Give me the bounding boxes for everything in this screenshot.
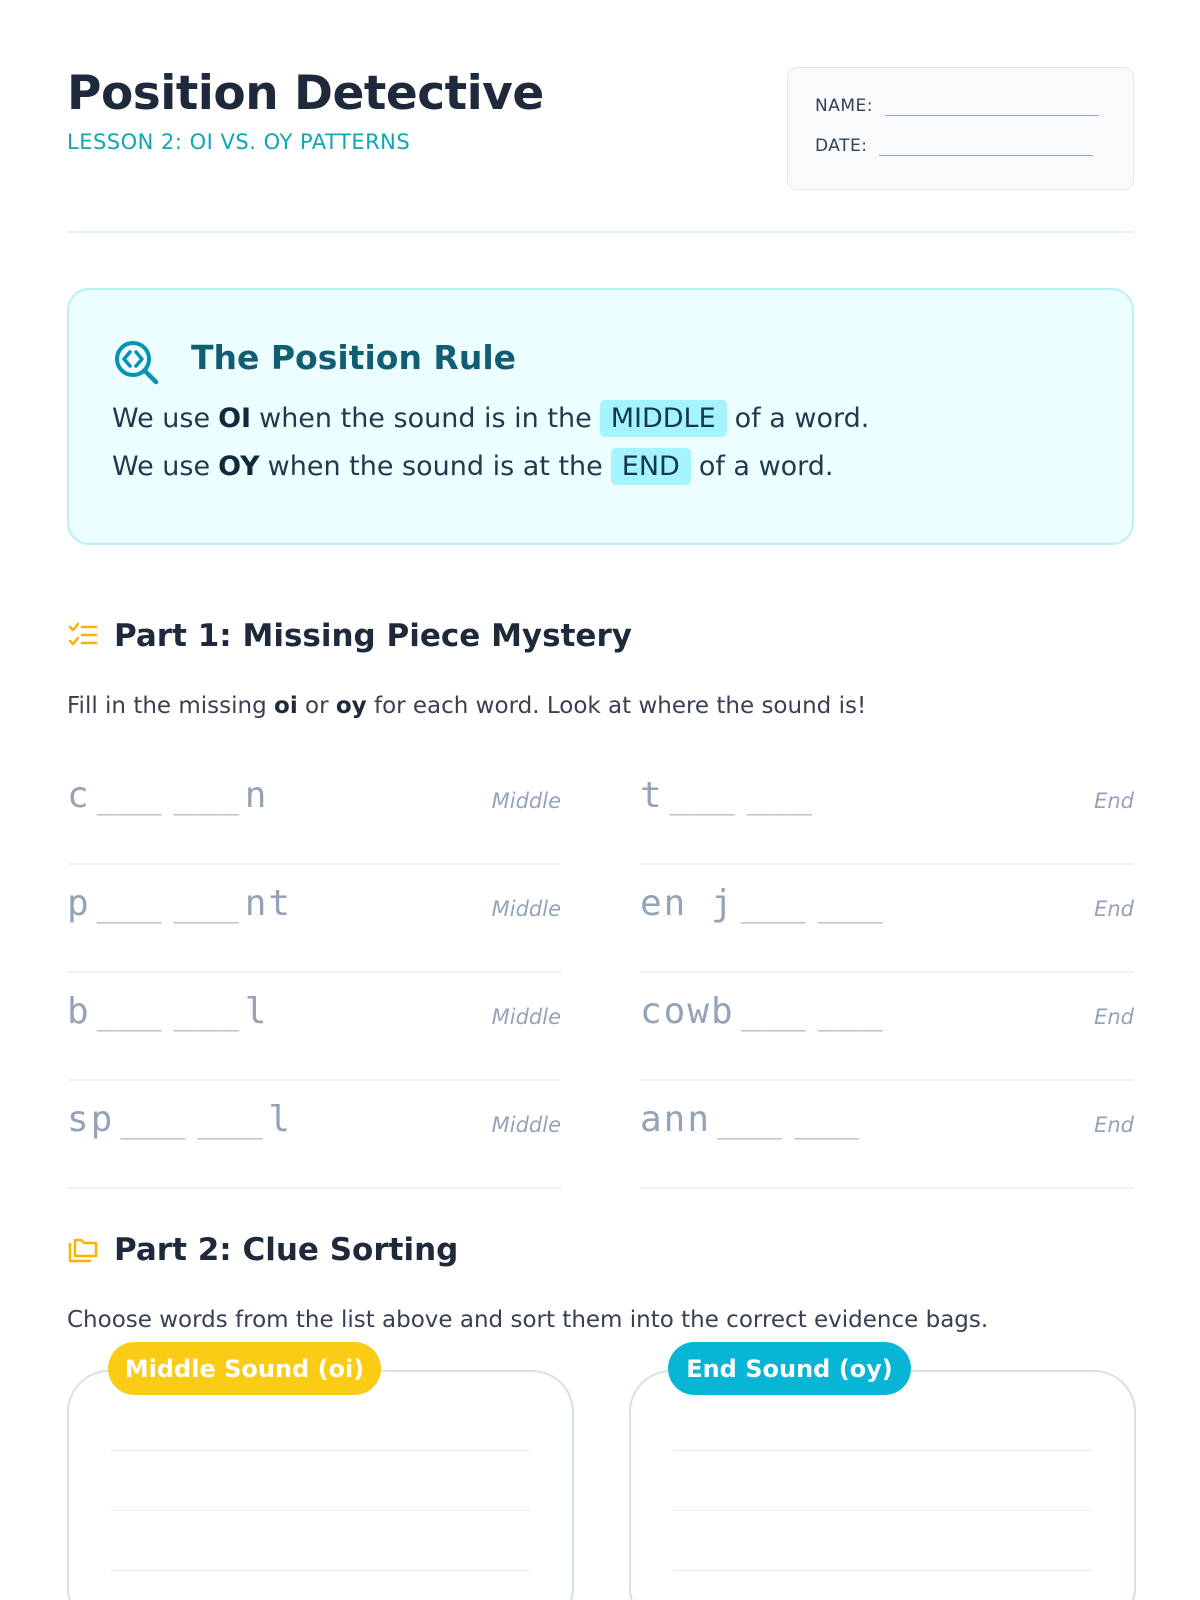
- writing-line: [673, 1510, 1092, 1511]
- part1-instruction: Fill in the missing oi or oy for each word. Look at where the sound is!: [67, 693, 867, 719]
- folders-icon: [67, 1234, 99, 1266]
- blank-2[interactable]: ___: [817, 991, 883, 1032]
- header-divider: [67, 231, 1134, 233]
- blank-1[interactable]: ___: [96, 775, 162, 816]
- rule-text: We use: [112, 403, 211, 434]
- blank-1[interactable]: ___: [96, 883, 162, 924]
- blank-2[interactable]: ___: [794, 1099, 860, 1140]
- part2-title: Part 2: Clue Sorting: [114, 1232, 459, 1268]
- word-row: sp ___ ___ l Middle: [67, 1081, 561, 1189]
- position-hint: End: [1094, 1113, 1134, 1137]
- highlight-middle: MIDDLE: [600, 400, 727, 437]
- magnifier-code-icon: [112, 338, 162, 388]
- date-field[interactable]: [879, 136, 1093, 156]
- blank-1[interactable]: ___: [120, 1099, 186, 1140]
- blank-2[interactable]: ___: [817, 883, 883, 924]
- position-rule-box: [67, 288, 1134, 545]
- name-label: NAME:: [815, 96, 873, 116]
- writing-line: [111, 1570, 530, 1571]
- checklist-icon: [67, 620, 99, 652]
- evidence-bag-end[interactable]: [629, 1370, 1136, 1600]
- word-row: cowb ___ ___ End: [640, 973, 1134, 1081]
- position-hint: Middle: [491, 1113, 561, 1137]
- blank-1[interactable]: ___: [740, 883, 806, 924]
- word-row: c ___ ___ n Middle: [67, 757, 561, 865]
- name-row: [815, 96, 1099, 116]
- writing-line: [111, 1450, 530, 1451]
- position-hint: End: [1094, 897, 1134, 921]
- blank-2[interactable]: ___: [173, 883, 239, 924]
- pattern-oy: OY: [218, 451, 260, 482]
- highlight-end: END: [611, 448, 691, 485]
- rule-line-oi: [112, 400, 869, 437]
- blank-2[interactable]: ___: [173, 775, 239, 816]
- rule-text: of a word.: [698, 451, 834, 482]
- position-hint: Middle: [491, 789, 561, 813]
- blank-1[interactable]: ___: [96, 991, 162, 1032]
- position-hint: End: [1094, 789, 1134, 813]
- blank-2[interactable]: ___: [197, 1099, 263, 1140]
- part2-instruction: Choose words from the list above and sort them into the correct evidence bags.: [67, 1307, 989, 1333]
- position-hint: End: [1094, 1005, 1134, 1029]
- bag-label-end: End Sound (oy): [668, 1342, 911, 1395]
- word-row: en j ___ ___ End: [640, 865, 1134, 973]
- word-row: p ___ ___ nt Middle: [67, 865, 561, 973]
- name-date-box: [787, 67, 1134, 190]
- rule-text: of a word.: [734, 403, 870, 434]
- evidence-bag-middle[interactable]: [67, 1370, 574, 1600]
- word-row: ann ___ ___ End: [640, 1081, 1134, 1189]
- part1-title: Part 1: Missing Piece Mystery: [114, 618, 632, 654]
- blank-1[interactable]: ___: [669, 775, 735, 816]
- word-row: t ___ ___ End: [640, 757, 1134, 865]
- date-row: [815, 136, 1093, 156]
- rule-text: when the sound is in the: [259, 403, 592, 434]
- writing-line: [673, 1570, 1092, 1571]
- name-field[interactable]: [885, 96, 1099, 116]
- writing-line: [111, 1510, 530, 1511]
- page-title: Position Detective: [67, 66, 544, 121]
- writing-line: [673, 1450, 1092, 1451]
- lesson-subtitle: LESSON 2: OI VS. OY PATTERNS: [67, 130, 411, 154]
- rule-title: The Position Rule: [191, 338, 517, 377]
- position-hint: Middle: [491, 897, 561, 921]
- word-row: b ___ ___ l Middle: [67, 973, 561, 1081]
- blank-2[interactable]: ___: [746, 775, 812, 816]
- blank-1[interactable]: ___: [717, 1099, 783, 1140]
- blank-2[interactable]: ___: [173, 991, 239, 1032]
- rule-text: We use: [112, 451, 211, 482]
- bag-label-middle: Middle Sound (oi): [108, 1342, 381, 1395]
- position-hint: Middle: [491, 1005, 561, 1029]
- blank-1[interactable]: ___: [740, 991, 806, 1032]
- pattern-oi: OI: [218, 403, 252, 434]
- rule-text: when the sound is at the: [267, 451, 603, 482]
- rule-line-oy: [112, 448, 834, 485]
- date-label: DATE:: [815, 136, 868, 156]
